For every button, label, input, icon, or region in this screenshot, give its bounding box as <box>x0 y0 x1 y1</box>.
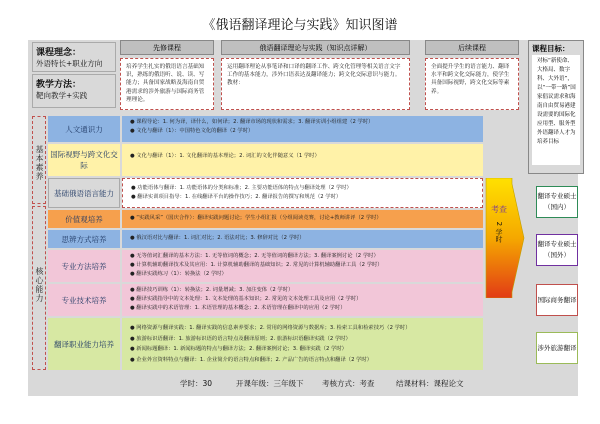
section-basic <box>32 116 46 204</box>
row-professional-methods <box>48 250 483 282</box>
row-line: ● 翻译实践练习（1）：转换法（2 学时） <box>130 271 227 277</box>
row-line: ● 翻译实训项目指导：1. 在线翻译平台的操作技巧；2. 翻译报告的撰写和规范（2 学时） <box>131 194 342 200</box>
row-line: ● 翻译实践指导中的文本处理：1. 文本处理的基本知识；2. 常见的文本处理工具及应用（2 学时） <box>130 296 362 302</box>
row-content <box>122 116 483 142</box>
row-critical-thinking <box>48 230 483 248</box>
followup-description: 全面提升学生的语言能力、翻译水平和跨文化交际能力，使学生具备国际视野，跨文化交际等素养。 <box>425 58 519 110</box>
concept-value: 外语特长+职业方向 <box>36 59 103 68</box>
row-line: ● 课程导论：1. 何为译，译什么，如何译；2. 翻译市场的现状和需求；3. 翻译实训小组组建（2 学时） <box>130 119 374 125</box>
current-description <box>221 58 410 110</box>
row-line: ● 功能语体与翻译：1. 功能语体的分类和标准；2. 主要功能语体的特点与翻译处理（2 学时） <box>131 185 352 191</box>
row-professional-skills <box>48 284 483 316</box>
concept-box <box>32 42 116 72</box>
current-textbook-label: 教材： <box>227 80 244 87</box>
outcome-tourism-translation: 涉外旅游翻译 <box>536 332 578 364</box>
row-line: ● 俄汉语对比与翻译：1. 词汇对比；2. 语法对比；3. 修辞对比（2 学时） <box>130 235 305 241</box>
row-content <box>122 230 483 248</box>
current-description-text: 运用翻译理论从事笔译和口译的翻译工作、跨文化管理等相关语言文字工作的基本能力，涉外口语表达及翻译能力；跨文化交际意识与能力。 <box>227 64 401 79</box>
prereq-header: 先修课程 <box>120 40 214 55</box>
method-box <box>32 74 116 108</box>
current-header: 俄语翻译理论与实践（知识点详解） <box>221 40 410 55</box>
row-content <box>122 250 483 282</box>
footer-hours: 学时：30 <box>180 379 213 388</box>
row-content <box>122 178 483 208</box>
row-label: 价值观培养 <box>48 210 120 228</box>
row-basic-russian <box>48 178 483 208</box>
row-label: 国际视野与跨文化交际 <box>48 144 120 176</box>
outcome-domestic-master: 翻译专业硕士（国内） <box>536 186 578 218</box>
method-label: 教学方法： <box>36 80 82 90</box>
row-line: ● 企业外宣资料特点与翻译：1. 企业简介的语言特点和翻译；2. 产品广告的语言特点和翻译（2 学时） <box>130 356 373 363</box>
row-line: ● 网络资源与翻译实践：1. 翻译实践的信息素养要求；2. 常用的网络资源与数据库；3. 检索工具和检索技巧（2 学时） <box>130 325 411 331</box>
section-core <box>32 206 46 370</box>
row-line: ● 新闻标题翻译：1. 新闻标题的特点与翻译方法；2. 翻译案例讨论；3. 翻译实践（2 学时） <box>130 346 347 352</box>
row-line: ● 翻译实践中的术语管理：1. 术语管理的基本概念；2. 术语管理在翻译中的应用（2 学时） <box>130 305 346 311</box>
row-line: ● 计算机辅助翻译技术及其应用：1. 计算机辅助翻译的基础知识；2. 常见的计算机辅助翻译工具（2 学时） <box>130 262 383 268</box>
row-humanities <box>48 116 483 142</box>
page-title: 《俄语翻译理论与实践》知识图谱 <box>202 18 398 33</box>
concept-label: 课程理念： <box>36 48 82 58</box>
row-label: 专业技术培养 <box>48 284 120 316</box>
assessment-arrow <box>484 178 526 298</box>
row-content <box>122 284 483 316</box>
row-line: ● 翻译技巧训练（1）：转换法；2. 词量增减；3. 加注变体（2 学时） <box>130 287 294 293</box>
method-value: 靶向教学+实践 <box>36 91 88 100</box>
row-label: 专业方法培养 <box>48 250 120 282</box>
row-line: ● 旅游标识语翻译：1. 旅游标识语的语言特点及翻译原则；2. 旅游标识语翻译实践（2 学时） <box>130 335 351 342</box>
followup-header: 后续课程 <box>425 40 519 55</box>
footer-result: 结课材料：课程论文 <box>396 379 464 388</box>
row-content <box>122 144 483 176</box>
arrow-hours: 2 学时 <box>495 221 503 243</box>
footer-grade: 开课年级：三年级下 <box>236 379 304 388</box>
row-label: 人文通识力 <box>48 116 120 142</box>
goal-box <box>528 40 584 174</box>
row-line: ● “实践风采”（国庆合作）：翻译实践问题讨论；学生小组汇报（分组阅读竞赛，讨论+教师讲评（2 学时） <box>130 215 382 221</box>
goal-label: 课程目标： <box>532 44 570 53</box>
row-label: 基础俄语语言能力 <box>48 178 120 208</box>
section-core-label: 核心能力 <box>35 267 44 303</box>
row-global-vision <box>48 144 483 176</box>
outcome-overseas-master: 翻译专业硕士（国外） <box>536 234 578 266</box>
row-translation-career <box>48 318 483 370</box>
row-line: ● 无等值词汇翻译的基本方法：1. 无等值词的概念；2. 无等值词的翻译方法；3. 翻译案例讨论（2 学时） <box>130 253 379 259</box>
goal-text: 对标“新使命、大格局、数字科、大外语”，以“一带一路”国家倡议需求和海南自由贸易港建设需要的国际化应用型、服务型外语翻译人才为培养目标 <box>532 55 580 165</box>
row-label: 翻译职业能力培养 <box>48 318 120 370</box>
row-label: 思辨方式培养 <box>48 230 120 248</box>
row-line: ● 文化与翻译（1）：中国特色文化的翻译（2 学时） <box>130 128 254 134</box>
row-content <box>122 210 483 228</box>
row-line: ● 文化与翻译（1）：1. 文化翻译的基本理论；2. 词汇的文化伴随意义（1 学时） <box>130 153 320 159</box>
row-content <box>122 318 483 370</box>
arrow-label: 考查 <box>491 205 507 214</box>
outcome-business-translation: 国际商务翻译 <box>536 284 578 316</box>
row-values <box>48 210 483 228</box>
footer-assessment: 考核方式：考查 <box>322 379 375 388</box>
knowledge-rows <box>48 116 483 370</box>
section-basic-label: 基本素养 <box>35 145 44 181</box>
prereq-description: 培养学生扎实的俄语语言基础知识，熟练的俄语听、说、读、写能力；具备国家战略及海南自贸港需求的涉外旅游与国际商务管理理论。 <box>120 58 214 110</box>
